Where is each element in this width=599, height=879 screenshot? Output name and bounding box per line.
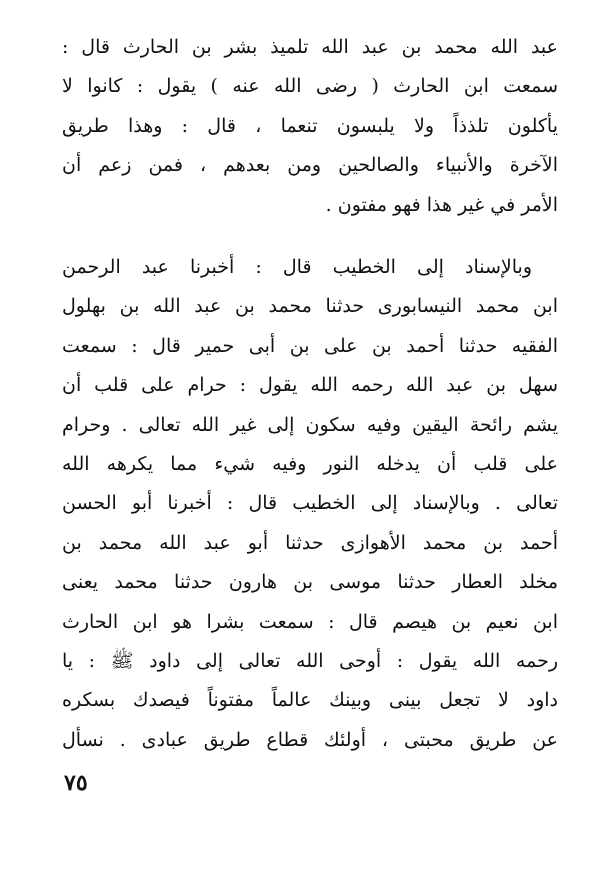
text-line: الأمر في غير هذا فهو مفتون . <box>325 193 558 216</box>
text-line: يأكلون تلذذاً ولا يلبسون تنعما ، قال : وهذا طريق <box>62 114 558 137</box>
page-number: ٧٥ <box>64 770 88 796</box>
text-line: يشم رائحة اليقين وفيه سكون إلى غير الله تعالى . وحرام <box>62 413 558 436</box>
text-line: عن طريق محبتى ، أولئك قطاع طريق عبادى . نسأل <box>62 728 558 751</box>
text-line: داود لا تجعل بينى وبينك عالماً مفتوناً فيصدك بسكره <box>62 689 558 712</box>
text-line: ابن محمد النيسابورى حدثنا محمد بن عبد الله بن بهلول <box>62 295 558 318</box>
paragraph-1 <box>62 28 558 225</box>
text-line: رحمه الله يقول : أوحى الله تعالى إلى داود ﷺ : يا <box>62 649 558 672</box>
text-line: عبد الله محمد بن عبد الله تلميذ بشر بن الحارث قال : <box>62 36 558 58</box>
text-line: الآخرة والأنبياء والصالحين ومن بعدهم ، فمن زعم أن <box>62 154 558 177</box>
text-line: سمعت ابن الحارث ( رضى الله عنه ) يقول : كانوا لا <box>62 75 558 98</box>
text-line: مخلد العطار حدثنا موسى بن هارون حدثنا محمد يعنى <box>62 571 558 594</box>
text-line: وبالإسناد إلى الخطيب قال : أخبرنا عبد الرحمن <box>62 256 532 278</box>
text-line: على قلب أن يدخله النور وفيه شيء مما يكرهه الله <box>62 452 558 475</box>
paragraph-2 <box>62 248 558 760</box>
text-line: أحمد بن محمد الأهوازى حدثنا أبو عبد الله محمد بن <box>62 531 558 554</box>
text-line: ابن نعيم بن هيصم قال : سمعت بشرا هو ابن الحارث <box>62 610 558 633</box>
text-line: تعالى . وبالإسناد إلى الخطيب قال : أخبرنا أبو الحسن <box>62 492 558 515</box>
text-line: سهل بن عبد الله رحمه الله يقول : حرام على قلب أن <box>62 374 558 397</box>
text-line: الفقيه حدثنا أحمد بن على بن أبى حمير قال : سمعت <box>62 334 558 357</box>
